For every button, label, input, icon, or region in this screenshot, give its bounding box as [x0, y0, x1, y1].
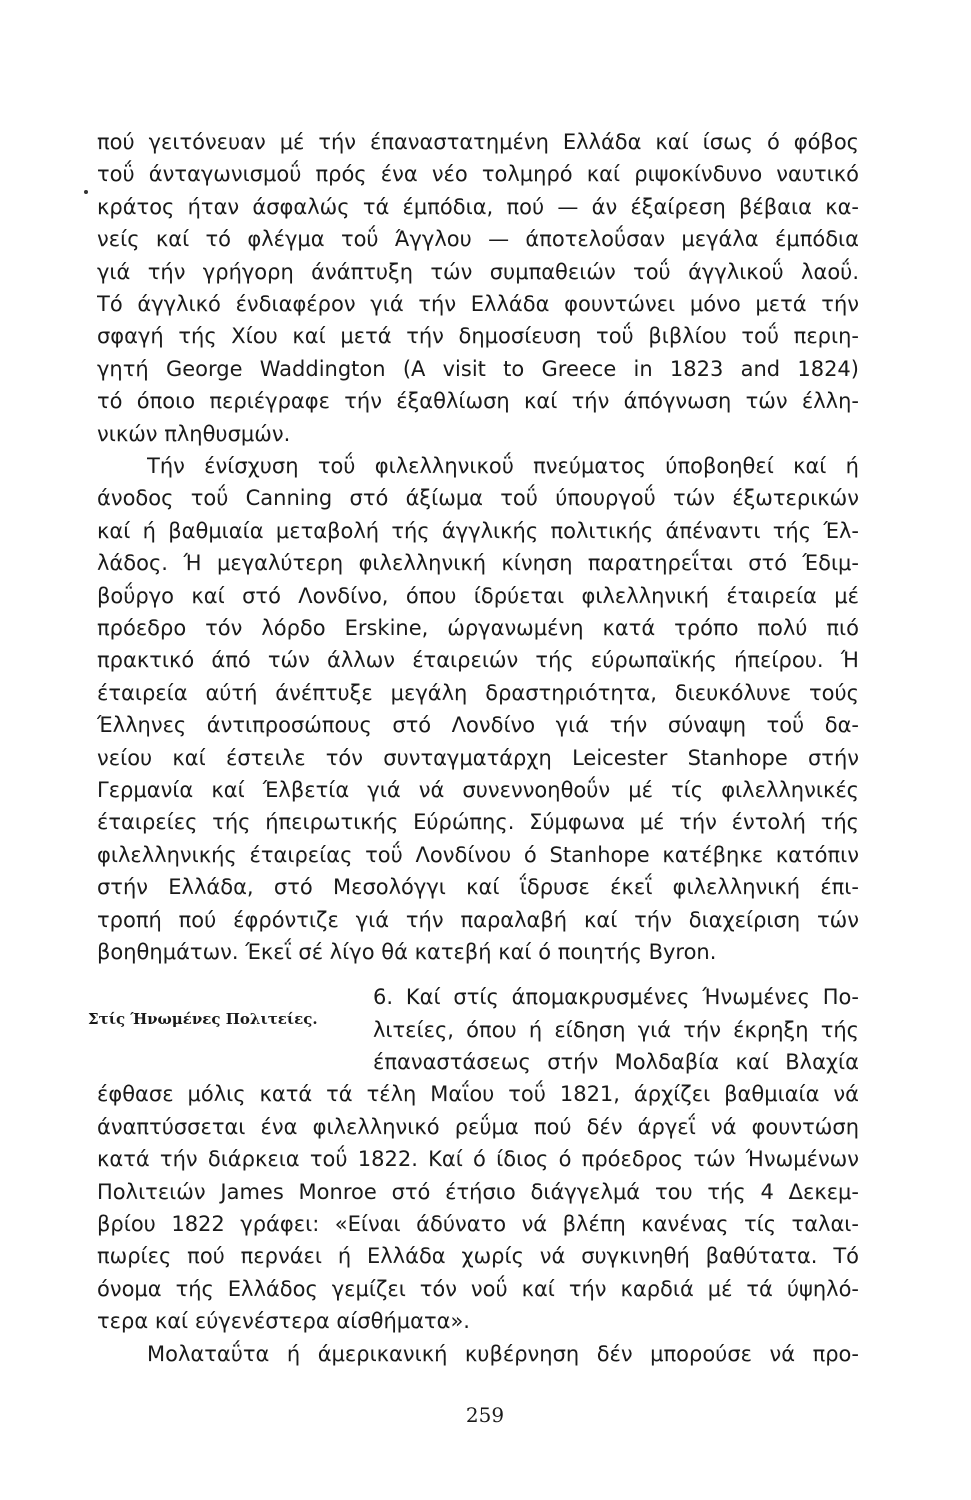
text-line: τερα καί εύγενέστερα αίσθήματα». — [97, 1309, 470, 1333]
text-line: βοΰργο καί στό Λονδίνο, όπου ίδρύεται φιλελληνική έταιρεία μέ — [97, 584, 859, 608]
text-line: σφαγή τής Χίου καί μετά τήν δημοσίευση τοΰ βιβλίου τοΰ περιη- — [97, 324, 859, 348]
text-line: όνομα τής Ελλάδος γεμίζει τόν νοΰ καί τήν καρδιά μέ τά ύψηλό- — [97, 1277, 859, 1301]
paragraph-start-line: Μολαταΰτα ή άμερικανική κυβέρνηση δέν μπορούσε νά προ- — [147, 1342, 859, 1366]
margin-heading: Στίς Ήνωμένες Πολιτείες. — [88, 1010, 318, 1028]
text-line: τό όποιο περιέγραφε τήν έξαθλίωση καί τήν άπόγνωση τών έλλη- — [97, 389, 859, 413]
text-line: Πολιτειών James Monroe στό έτήσιο διάγγελμά του τής 4 Δεκεμ- — [97, 1180, 859, 1204]
text-line: στήν Ελλάδα, στό Μεσολόγγι καί ΐδρυσε έκεΐ φιλελληνική έπι- — [97, 875, 859, 899]
text-line: νείς καί τό φλέγμα τοΰ Άγγλου — άποτελοΰσαν μεγάλα έμπόδια — [97, 227, 859, 251]
paragraph-start-line: Τήν ένίσχυση τοΰ φιλελληνικοΰ πνεύματος ύποβοηθεί καί ή — [147, 454, 859, 478]
text-line: πωρίες πού περνάει ή Ελλάδα χωρίς νά συγκινηθή βαθύτατα. Τό — [97, 1244, 859, 1268]
text-line: πρακτικό άπό τών άλλων έταιρειών τής εύρωπαϊκής ήπείρου. Ή — [97, 648, 859, 672]
text-line: άναπτύσσεται ένα φιλελληνικό ρεΰμα πού δέν άργεΐ νά φουντώση — [97, 1115, 859, 1139]
text-line: πού γειτόνευαν μέ τήν έπαναστατημένη Ελλάδα καί ίσως ό φόβος — [97, 130, 859, 154]
text-line: άνοδος τοΰ Canning στό άξίωμα τοΰ ύπουργοΰ τών έξωτερικών — [97, 486, 859, 510]
text-line: έταιρεία αύτή άνέπτυξε μεγάλη δραστηριότητα, διευκόλυνε τούς — [97, 681, 859, 705]
section-6-line: 6. Καί στίς άπομακρυσμένες Ήνωμένες Πο- — [373, 985, 859, 1009]
text-line: κατά τήν διάρκεια τοΰ 1822. Καί ό ίδιος ό πρόεδρος τών Ήνωμένων — [97, 1147, 859, 1171]
text-line: φιλελληνικής έταιρείας τοΰ Λονδίνου ό Stanhope κατέβηκε κατόπιν — [97, 843, 859, 867]
section-6-line: λιτείες, όπου ή είδηση γιά τήν έκρηξη τής — [373, 1018, 859, 1042]
text-line: καί ή βαθμιαία μεταβολή τής άγγλικής πολιτικής άπέναντι τής Έλ- — [97, 519, 859, 543]
text-line: Τό άγγλικό ένδιαφέρον γιά τήν Ελλάδα φουντώνει μόνο μετά τήν — [97, 292, 859, 316]
text-line: βρίου 1822 γράφει: «Είναι άδύνατο νά βλέπη κανένας τίς ταλαι- — [97, 1212, 859, 1236]
page-number: 259 — [465, 1403, 505, 1427]
text-line: γητή George Waddington (A visit to Greece in 1823 and 1824) — [97, 357, 859, 381]
text-line: έταιρείες τής ήπειρωτικής Εύρώπης. Σύμφωνα μέ τήν έντολή τής — [97, 810, 859, 834]
text-line: λάδος. Ή μεγαλύτερη φιλελληνική κίνηση παρατηρεΐται στό Έδιμ- — [97, 551, 859, 575]
text-line: κράτος ήταν άσφαλώς τά έμπόδια, πού — άν έξαίρεση βέβαια κα- — [97, 195, 859, 219]
text-line: γιά τήν γρήγορη άνάπτυξη τών συμπαθειών τοΰ άγγλικοΰ λαοΰ. — [97, 260, 859, 284]
text-line: έφθασε μόλις κατά τά τέλη Μαΐου τοΰ 1821, άρχίζει βαθμιαία νά — [97, 1082, 859, 1106]
text-line: νικών πληθυσμών. — [97, 422, 291, 446]
text-line: Γερμανία καί Έλβετία γιά νά συνεννοηθοΰν μέ τίς φιλελληνικές — [97, 778, 859, 802]
text-line: Έλληνες άντιπροσώπους στό Λονδίνο γιά τήν σύναψη τοΰ δα- — [97, 713, 859, 737]
text-line: τροπή πού έφρόντιζε γιά τήν παραλαβή καί τήν διαχείριση τών — [97, 908, 859, 932]
section-6-line: έπαναστάσεως στήν Μολδαβία καί Βλαχία — [373, 1050, 859, 1074]
text-line: νείου καί έστειλε τόν συνταγματάρχη Leicester Stanhope στήν — [97, 746, 859, 770]
text-line: τοΰ άνταγωνισμοΰ πρός ένα νέο τολμηρό καί ριψοκίνδυνο ναυτικό — [97, 162, 859, 186]
text-line: βοηθημάτων. Έκεΐ σέ λίγο θά κατεβή καί ό ποιητής Byron. — [97, 940, 717, 964]
text-line: πρόεδρο τόν λόρδο Erskine, ώργανωμένη κατά τρόπο πολύ πιό — [97, 616, 859, 640]
stray-ink-mark — [84, 190, 88, 194]
